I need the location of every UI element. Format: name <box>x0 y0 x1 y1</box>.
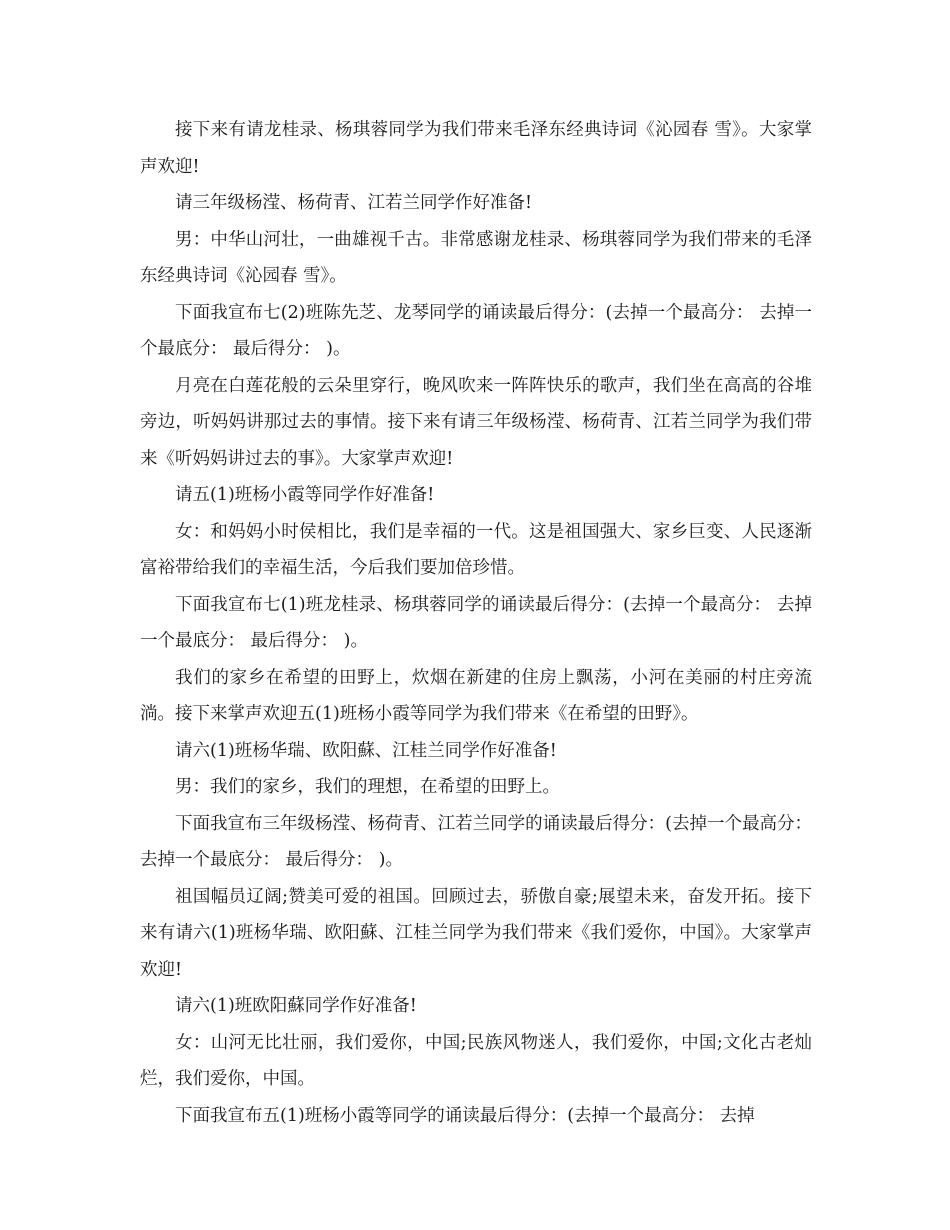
paragraph: 女：和妈妈小时侯相比，我们是幸福的一代。这是祖国强大、家乡巨变、人民逐渐富裕带给我们的幸福生活，今后我们要加倍珍惜。 <box>140 521 812 578</box>
paragraph: 男：中华山河壮，一曲雄视千古。非常感谢龙桂录、杨琪蓉同学为我们带来的毛泽东经典诗词《沁园春 雪》。 <box>140 229 812 286</box>
paragraph: 接下来有请龙桂录、杨琪蓉同学为我们带来毛泽东经典诗词《沁园春 雪》。大家掌声欢迎! <box>140 120 812 177</box>
paragraph: 下面我宣布三年级杨滢、杨荷青、江若兰同学的诵读最后得分：(去掉一个最高分： 去掉一个最底分： 最后得分： )。 <box>140 813 812 870</box>
paragraph: 请五(1)班杨小霞等同学作好准备! <box>175 485 435 505</box>
paragraph: 下面我宣布七(1)班龙桂录、杨琪蓉同学的诵读最后得分：(去掉一个最高分： 去掉一个最底分： 最后得分： )。 <box>140 594 812 651</box>
paragraph: 请六(1)班欧阳蘇同学作好准备! <box>175 996 417 1016</box>
paragraph: 男：我们的家乡，我们的理想，在希望的田野上。 <box>175 777 560 797</box>
document-body <box>140 112 812 1134</box>
paragraph: 祖国幅员辽阔;赞美可爱的祖国。回顾过去，骄傲自豪;展望未来，奋发开拓。接下来有请六(1)班杨华瑞、欧阳蘇、江桂兰同学为我们带来《我们爱你，中国》。大家掌声欢迎! <box>140 886 812 980</box>
paragraph: 我们的家乡在希望的田野上，炊烟在新建的住房上飘荡，小河在美丽的村庄旁流淌。接下来掌声欢迎五(1)班杨小霞等同学为我们带来《在希望的田野》。 <box>140 667 812 724</box>
paragraph: 请三年级杨滢、杨荷青、江若兰同学作好准备! <box>175 193 533 213</box>
paragraph: 下面我宣布七(2)班陈先芝、龙琴同学的诵读最后得分：(去掉一个最高分： 去掉一个最底分： 最后得分： )。 <box>140 302 812 359</box>
paragraph: 女：山河无比壮丽，我们爱你，中国;民族风物迷人，我们爱你，中国;文化古老灿烂，我们爱你，中国。 <box>140 1032 812 1089</box>
paragraph: 月亮在白莲花般的云朵里穿行，晚风吹来一阵阵快乐的歌声，我们坐在高高的谷堆旁边，听妈妈讲那过去的事情。接下来有请三年级杨滢、杨荷青、江若兰同学为我们带来《听妈妈讲过去的事》。大家掌声欢迎! <box>140 375 812 469</box>
paragraph: 下面我宣布五(1)班杨小霞等同学的诵读最后得分：(去掉一个最高分： 去掉 <box>175 1105 755 1126</box>
paragraph: 请六(1)班杨华瑞、欧阳蘇、江桂兰同学作好准备! <box>175 740 557 761</box>
